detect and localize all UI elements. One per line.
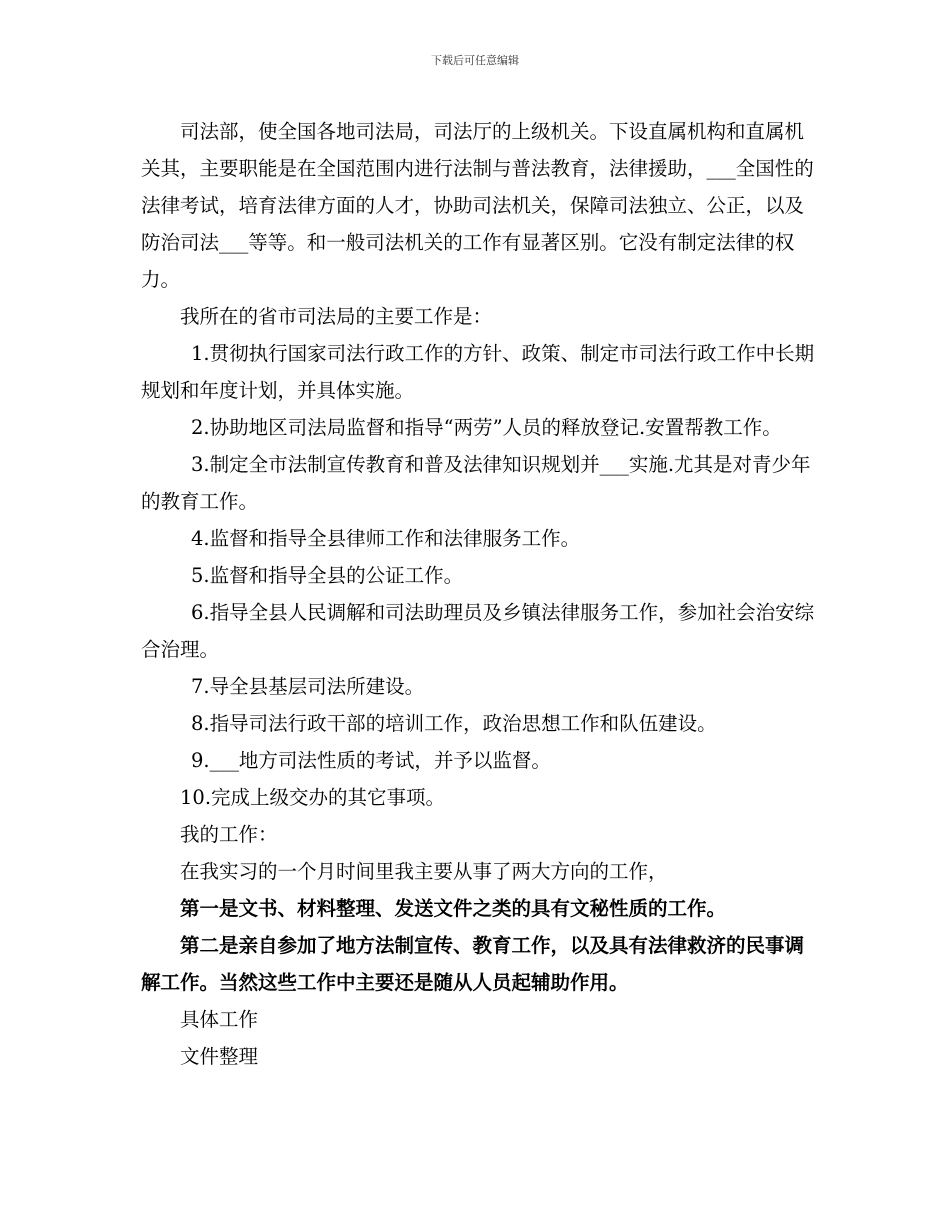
list-item: 1.贯彻执行国家司法行政工作的方针、政策、制定市司法行政工作中长期规划和年度计划，并具体实施。 <box>141 342 815 402</box>
list-item: 7.导全县基层司法所建设。 <box>191 675 425 698</box>
paragraph-my-work-heading: 我的工作： <box>180 823 278 846</box>
paragraph-second-direction: 第二是亲自参加了地方法制宣传、教育工作，以及具有法律救济的民事调解工作。当然这些工作中主要还是随从人员起辅助作用。 <box>141 934 805 994</box>
list-item: 3.制定全市法制宣传教育和普及法律知识规划并___实施.尤其是对青少年的教育工作。 <box>141 453 811 513</box>
document-body <box>141 113 816 1075</box>
paragraph-first-direction: 第一是文书、材料整理、发送文件之类的具有文秘性质的工作。 <box>180 897 727 920</box>
paragraph-specific-work-heading: 具体工作 <box>180 1008 259 1031</box>
paragraph-my-work-intro: 在我实习的一个月时间里我主要从事了两大方向的工作， <box>180 860 668 883</box>
list-item: 8.指导司法行政干部的培训工作，政治思想工作和队伍建设。 <box>191 712 717 735</box>
paragraph-intro: 司法部，使全国各地司法局，司法厅的上级机关。下设直属机构和直属机关其，主要职能是在全国范围内进行法制与普法教育，法律援助，___全国性的法律考试，培育法律方面的人才，协助司法机关，保障司法独立、公正，以及防治司法___等等。和一般司法机关的工作有显著区别。它没有制定法律的权力。 <box>141 120 814 291</box>
list-item: 10.完成上级交办的其它事项。 <box>180 786 446 809</box>
list-item: 6.指导全县人民调解和司法助理员及乡镇法律服务工作，参加社会治安综合治理。 <box>141 601 815 661</box>
paragraph-main-work-heading: 我所在的省市司法局的主要工作是： <box>180 305 493 328</box>
list-item: 5.监督和指导全县的公证工作。 <box>191 564 464 587</box>
list-item: 9.___地方司法性质的考试，并予以监督。 <box>191 749 551 772</box>
page-header: 下载后可任意编辑 <box>431 54 519 67</box>
list-item: 4.监督和指导全县律师工作和法律服务工作。 <box>191 527 581 550</box>
list-item: 2.协助地区司法局监督和指导“两劳”人员的释放登记.安置帮教工作。 <box>191 416 782 439</box>
paragraph-file-sorting-heading: 文件整理 <box>180 1045 259 1068</box>
